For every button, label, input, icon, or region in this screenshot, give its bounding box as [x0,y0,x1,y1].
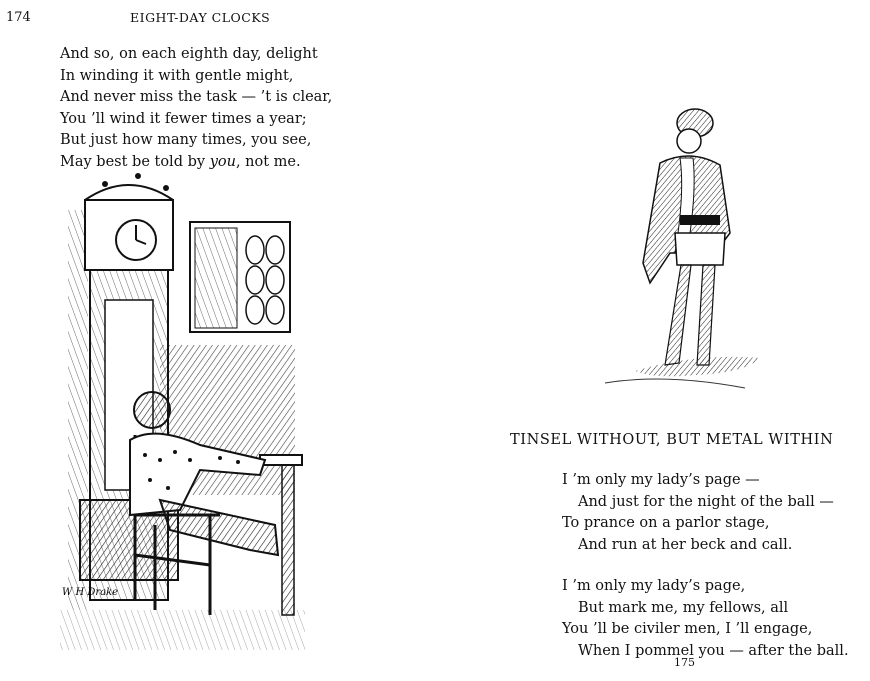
poem-line: I ’m only my lady’s page — [562,472,760,488]
poem-line: To prance on a parlor stage, [562,515,770,531]
poem-left [60,44,332,173]
poem-line: But mark me, my fellows, all [578,599,789,616]
poem-line: You ’ll wind it fewer times a year; [60,110,307,127]
poem-line: I ’m only my lady’s page, [562,578,746,594]
poem-line: And run at her beck and call. [578,536,793,553]
poem-text: May best be told by [60,153,210,170]
poem-line: In winding it with gentle might, [60,67,294,84]
running-head: EIGHT-DAY CLOCKS [130,10,271,25]
poem-line: You ’ll be civiler men, I ’ll engage, [562,621,813,637]
poem-line: And just for the night of the ball — [578,493,834,510]
page-number-left: 174 [6,10,31,25]
poem-line: But just how many times, you see, [60,132,312,148]
poem-line: And never miss the task — ’t is clear, [60,89,333,105]
poem-line: When I pommel you — after the ball. [578,642,849,659]
illustration-signature: W H Drake [62,587,119,598]
page-number-right: 175 [674,656,695,669]
page-boy-illustration [595,103,770,413]
poem-right [562,470,849,662]
poem-text: , not me. [235,153,301,170]
poem-line: And so, on each eighth day, delight [60,46,318,62]
emphasis-text: you [209,153,236,170]
clock-icon [80,173,178,600]
boy-and-clock-illustration [60,170,305,662]
poem-title: TINSEL WITHOUT, BUT METAL WITHIN [510,432,834,448]
